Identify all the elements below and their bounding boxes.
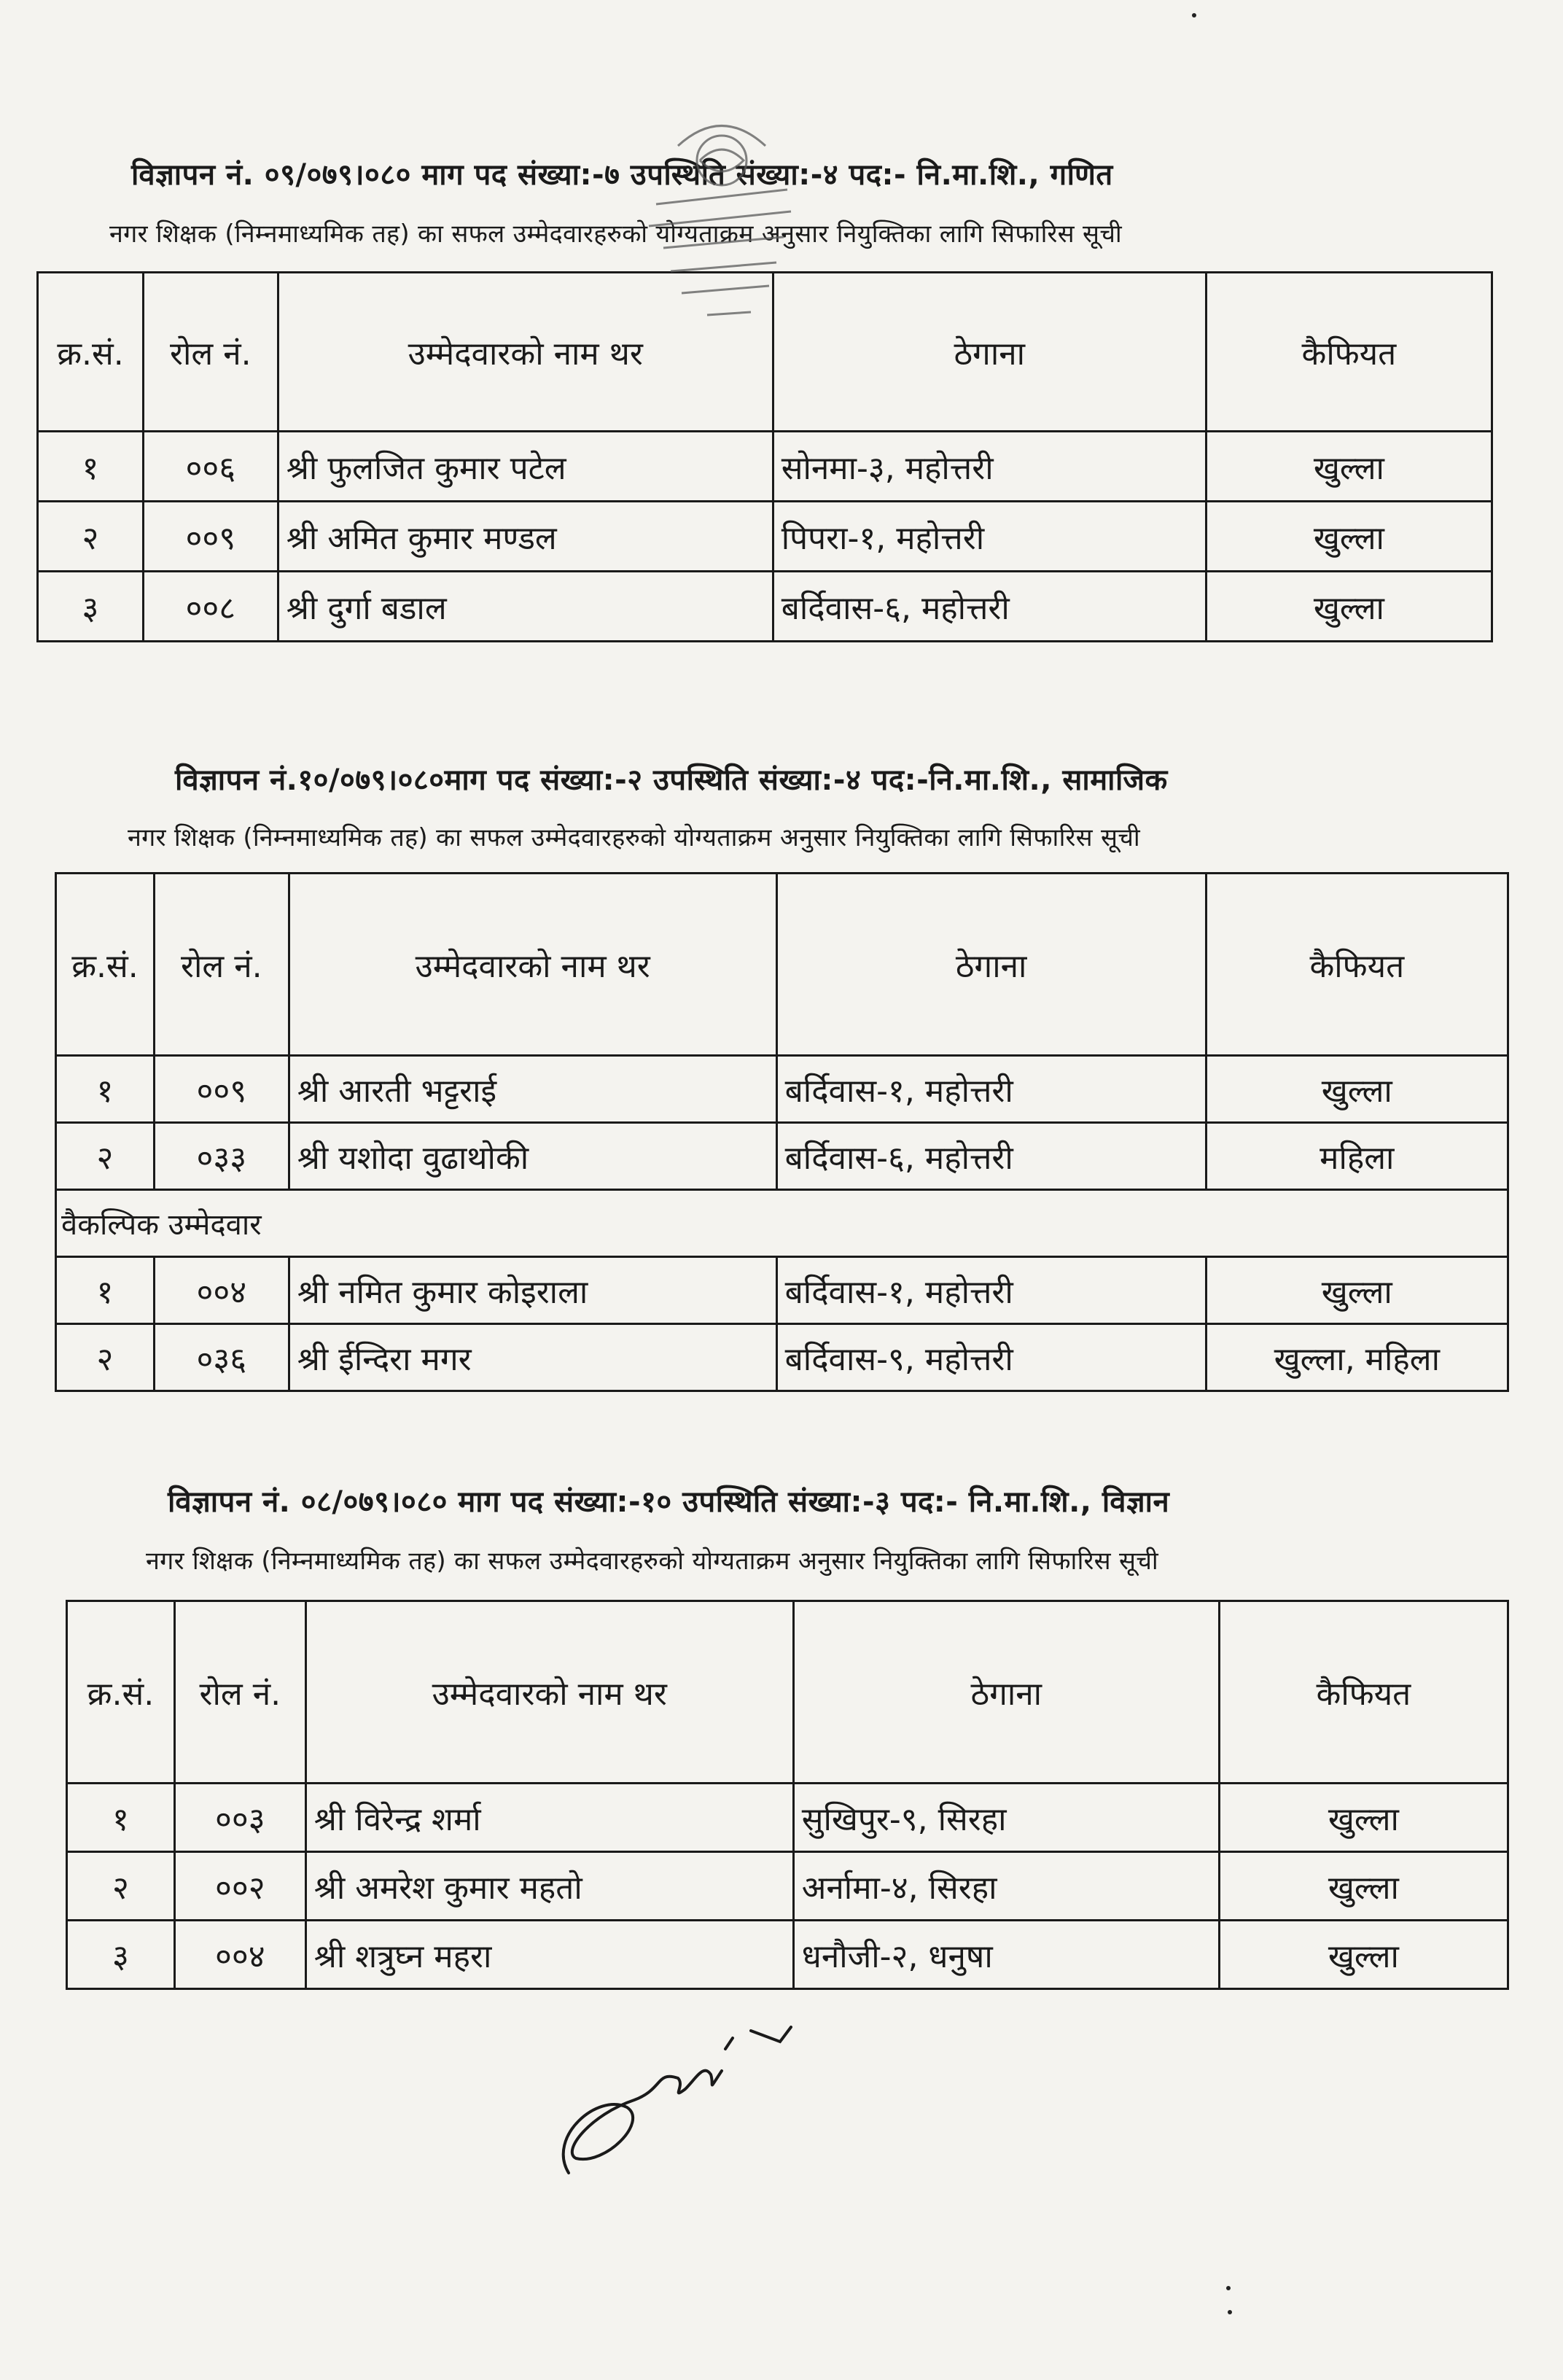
- table-header-row: [67, 1601, 1508, 1784]
- cell-name: श्री यशोदा वुढाथोकी: [289, 1123, 776, 1190]
- cell-sn: १: [67, 1784, 175, 1852]
- cell-roll: ०३६: [154, 1324, 289, 1391]
- cell-address: अर्नामा-४, सिरहा: [793, 1852, 1219, 1921]
- cell-sn: ३: [38, 572, 144, 642]
- cell-remarks: खुल्ला: [1206, 1056, 1508, 1123]
- scan-speck: [1228, 2310, 1232, 2314]
- cell-remarks: खुल्ला: [1206, 1257, 1508, 1324]
- section-2-table: [55, 872, 1509, 1392]
- cell-address: सुखिपुर-९, सिरहा: [793, 1784, 1219, 1852]
- table-row: [56, 1257, 1508, 1324]
- section-2-subheading: नगर शिक्षक (निम्नमाध्यमिक तह) का सफल उम्मेदवारहरुको योग्यताक्रम अनुसार नियुक्तिका लागि सिफारिस सूची: [128, 823, 1141, 852]
- cell-address: बर्दिवास-९, महोत्तरी: [776, 1324, 1206, 1391]
- cell-sn: २: [56, 1324, 155, 1391]
- section-2-heading: विज्ञापन नं.१०/०७९।०८०माग पद संख्या:-२ उपस्थिति संख्या:-४ पद:-नि.मा.शि., सामाजिक: [175, 763, 1168, 797]
- alternate-label-row: [56, 1190, 1508, 1257]
- table-row: [38, 572, 1492, 642]
- cell-sn: ३: [67, 1921, 175, 1989]
- cell-address: सोनमा-३, महोत्तरी: [773, 432, 1206, 502]
- cell-sn: १: [56, 1257, 155, 1324]
- cell-name: श्री आरती भट्टराई: [289, 1056, 776, 1123]
- table-row: [56, 1123, 1508, 1190]
- header-sn: क्र.सं.: [38, 273, 144, 432]
- header-sn: क्र.सं.: [67, 1601, 175, 1784]
- cell-address: बर्दिवास-६, महोत्तरी: [776, 1123, 1206, 1190]
- cell-address: पिपरा-१, महोत्तरी: [773, 502, 1206, 572]
- official-seal-stamp: [627, 102, 816, 343]
- cell-name: श्री विरेन्द्र शर्मा: [305, 1784, 793, 1852]
- section-3-subheading: नगर शिक्षक (निम्नमाध्यमिक तह) का सफल उम्मेदवारहरुको योग्यताक्रम अनुसार नियुक्तिका लागि सिफारिस सूची: [146, 1547, 1159, 1576]
- cell-sn: १: [38, 432, 144, 502]
- header-name: उम्मेदवारको नाम थर: [278, 273, 773, 432]
- cell-address: धनौजी-२, धनुषा: [793, 1921, 1219, 1989]
- cell-name: श्री दुर्गा बडाल: [278, 572, 773, 642]
- table-row: [67, 1784, 1508, 1852]
- table-row: [38, 432, 1492, 502]
- cell-remarks: खुल्ला: [1206, 572, 1492, 642]
- cell-roll: ००४: [174, 1921, 305, 1989]
- section-1-subheading: नगर शिक्षक (निम्नमाध्यमिक तह) का सफल उम्मेदवारहरुको योग्यताक्रम अनुसार नियुक्तिका लागि सिफारिस सूची: [109, 219, 1123, 249]
- cell-name: श्री ईन्दिरा मगर: [289, 1324, 776, 1391]
- cell-remarks: खुल्ला, महिला: [1206, 1324, 1508, 1391]
- section-3-heading: विज्ञापन नं. ०८/०७९।०८० माग पद संख्या:-१० उपस्थिति संख्या:-३ पद:- नि.मा.शि., विज्ञान: [168, 1485, 1170, 1519]
- table-header-row: [56, 874, 1508, 1056]
- header-address: ठेगाना: [773, 273, 1206, 432]
- scan-speck: [1192, 13, 1196, 18]
- scan-speck: [1226, 2286, 1231, 2290]
- cell-address: बर्दिवास-१, महोत्तरी: [776, 1257, 1206, 1324]
- cell-remarks: खुल्ला: [1206, 502, 1492, 572]
- cell-roll: ००३: [174, 1784, 305, 1852]
- table-row: [67, 1921, 1508, 1989]
- cell-name: श्री फुलजित कुमार पटेल: [278, 432, 773, 502]
- cell-name: श्री अमरेश कुमार महतो: [305, 1852, 793, 1921]
- cell-address: बर्दिवास-१, महोत्तरी: [776, 1056, 1206, 1123]
- cell-remarks: खुल्ला: [1219, 1852, 1508, 1921]
- cell-remarks: खुल्ला: [1206, 432, 1492, 502]
- cell-remarks: खुल्ला: [1219, 1784, 1508, 1852]
- cell-roll: ००८: [143, 572, 278, 642]
- header-roll: रोल नं.: [143, 273, 278, 432]
- handwritten-signature: [539, 2005, 816, 2195]
- section-3-table: [66, 1600, 1509, 1990]
- cell-sn: २: [67, 1852, 175, 1921]
- cell-sn: २: [56, 1123, 155, 1190]
- cell-roll: ००९: [143, 502, 278, 572]
- header-name: उम्मेदवारको नाम थर: [289, 874, 776, 1056]
- cell-roll: ००९: [154, 1056, 289, 1123]
- header-address: ठेगाना: [793, 1601, 1219, 1784]
- header-address: ठेगाना: [776, 874, 1206, 1056]
- cell-name: श्री नमित कुमार कोइराला: [289, 1257, 776, 1324]
- table-row: [67, 1852, 1508, 1921]
- header-sn: क्र.सं.: [56, 874, 155, 1056]
- cell-name: श्री अमित कुमार मण्डल: [278, 502, 773, 572]
- cell-remarks: खुल्ला: [1219, 1921, 1508, 1989]
- header-remarks: कैफियत: [1206, 273, 1492, 432]
- cell-roll: ००४: [154, 1257, 289, 1324]
- cell-roll: ०३३: [154, 1123, 289, 1190]
- table-row: [56, 1056, 1508, 1123]
- section-1-heading: विज्ञापन नं. ०९/०७९।०८० माग पद संख्या:-७ उपस्थिति संख्या:-४ पद:- नि.मा.शि., गणित: [131, 158, 1113, 192]
- cell-remarks: महिला: [1206, 1123, 1508, 1190]
- cell-address: बर्दिवास-६, महोत्तरी: [773, 572, 1206, 642]
- table-row: [56, 1324, 1508, 1391]
- cell-sn: २: [38, 502, 144, 572]
- header-remarks: कैफियत: [1219, 1601, 1508, 1784]
- alternate-candidates-label: वैकल्पिक उम्मेदवार: [56, 1190, 1508, 1257]
- cell-sn: १: [56, 1056, 155, 1123]
- table-row: [38, 502, 1492, 572]
- header-roll: रोल नं.: [154, 874, 289, 1056]
- header-roll: रोल नं.: [174, 1601, 305, 1784]
- header-name: उम्मेदवारको नाम थर: [305, 1601, 793, 1784]
- header-remarks: कैफियत: [1206, 874, 1508, 1056]
- cell-roll: ००२: [174, 1852, 305, 1921]
- cell-name: श्री शत्रुघ्न महरा: [305, 1921, 793, 1989]
- cell-roll: ००६: [143, 432, 278, 502]
